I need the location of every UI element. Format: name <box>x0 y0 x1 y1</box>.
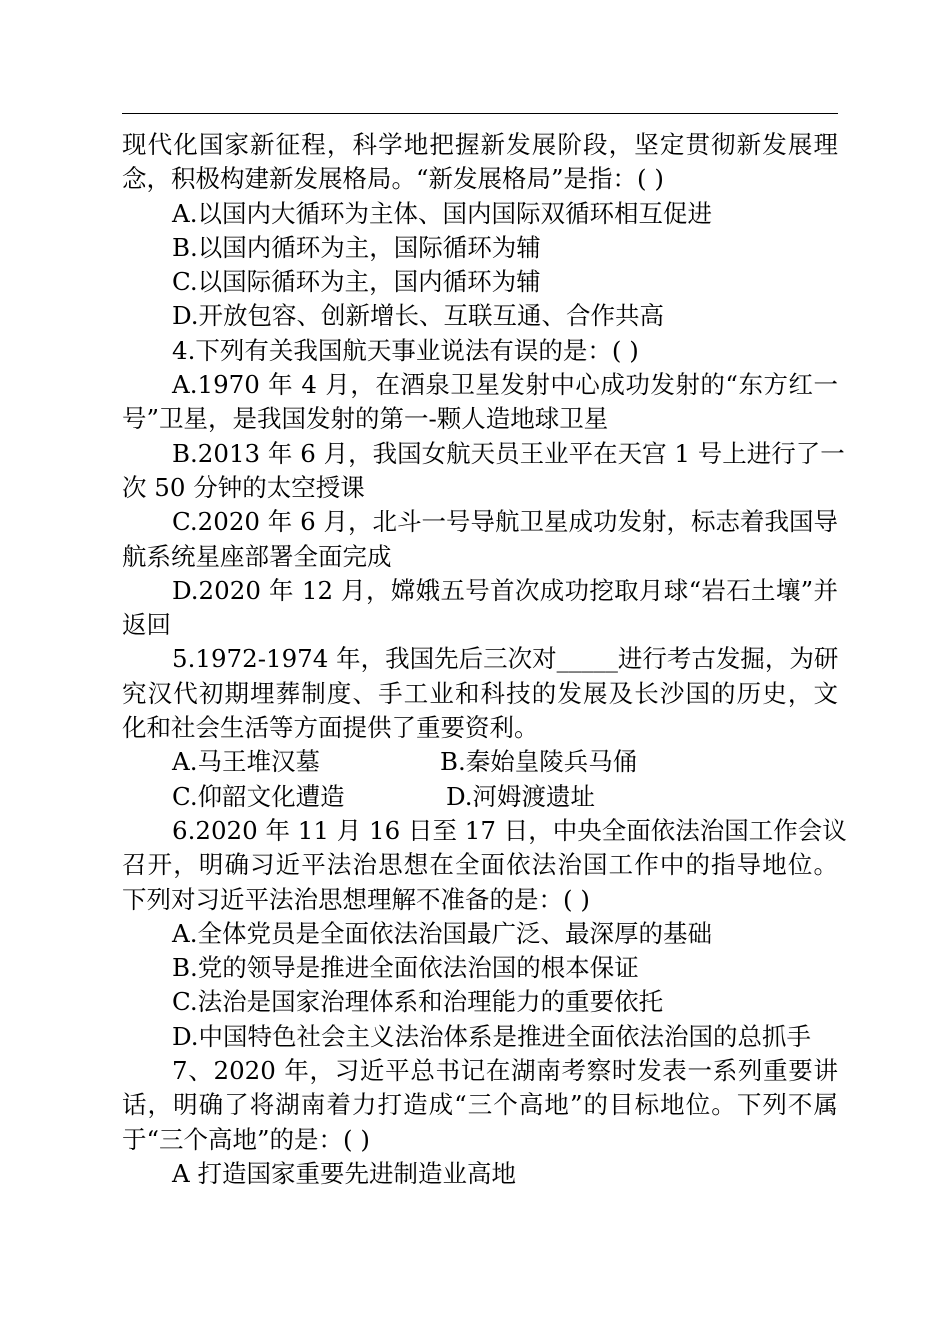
option-a: A.1970 年 4 月，在酒泉卫星发射中心成功发射的“东方红一 <box>172 370 838 400</box>
option-b: B.以国内循环为主，国际循环为辅 <box>172 232 541 262</box>
option-b: B.秦始皇陵兵马俑 <box>440 747 638 777</box>
question-4: 4.下列有关我国航天事业说法有误的是：( ) <box>172 335 639 365</box>
option-c: C.法治是国家治理体系和治理能力的重要依托 <box>172 987 664 1017</box>
question-6: 6.2020 年 11 月 16 日至 17 日，中央全面依法治国工作会议 <box>172 815 847 845</box>
option-a: A.马王堆汉墓 <box>172 747 320 777</box>
text-line: 现代化国家新征程，科学地把握新发展阶段，坚定贯彻新发展理 <box>122 130 838 159</box>
option-d: D.开放包容、创新增长、互联互通、合作共高 <box>172 301 665 331</box>
text-line: 念，积极构建新发展格局。“新发展格局”是指：( ) <box>122 164 664 194</box>
document-body <box>122 128 847 1191</box>
option-c: C.以国际循环为主，国内循环为辅 <box>172 267 541 297</box>
option-d: D.2020 年 12 月，嫦娥五号首次成功挖取月球“岩石土壤”并 <box>172 575 838 605</box>
option-a: A.以国内大循环为主体、国内国际双循环相互促进 <box>172 198 712 228</box>
text-line: 于“三个高地”的是：( ) <box>122 1124 370 1154</box>
text-line: 召开，明确习近平法治思想在全面依法治国工作中的指导地位。 <box>122 850 838 880</box>
option-b: B.2013 年 6 月，我国女航天员王业平在天宫 1 号上进行了一 <box>172 438 845 468</box>
option-d: D.中国特色社会主义法治体系是推进全面依法治国的总抓手 <box>172 1021 812 1051</box>
question-5: 5.1972-1974 年，我国先后三次对_____进行考古发掘，为研 <box>172 644 839 674</box>
option-row <box>122 745 838 779</box>
text-line: 次 50 分钟的太空授课 <box>122 472 365 502</box>
text-line: 号”卫星，是我国发射的第一-颗人造地球卫星 <box>122 404 609 434</box>
question-7: 7、2020 年，习近平总书记在湖南考察时发表一系列重要讲 <box>172 1056 838 1086</box>
text-line: 究汉代初期埋葬制度、手工业和科技的发展及长沙国的历史，文 <box>122 678 838 708</box>
option-c: C.2020 年 6 月，北斗一号导航卫星成功发射，标志着我国导 <box>172 507 838 537</box>
option-c: C.仰韶文化遭造 <box>172 781 345 811</box>
text-line: 话，明确了将湖南着力打造成“三个高地”的目标地位。下列不属 <box>122 1090 838 1120</box>
option-a: A 打造国家重要先进制造业高地 <box>172 1158 516 1188</box>
header-rule <box>122 113 838 114</box>
text-line: 下列对习近平法治思想理解不准备的是：( ) <box>122 884 590 914</box>
option-row <box>122 780 838 814</box>
text-line: 航系统星座部署全面完成 <box>122 541 392 571</box>
option-b: B.党的领导是推进全面依法治国的根本保证 <box>172 953 639 983</box>
option-d: D.河姆渡遗址 <box>446 781 596 811</box>
text-line: 返回 <box>122 610 171 640</box>
text-line: 化和社会生活等方面提供了重要资利。 <box>122 713 539 743</box>
option-a: A.全体党员是全面依法治国最广泛、最深厚的基础 <box>172 918 712 948</box>
